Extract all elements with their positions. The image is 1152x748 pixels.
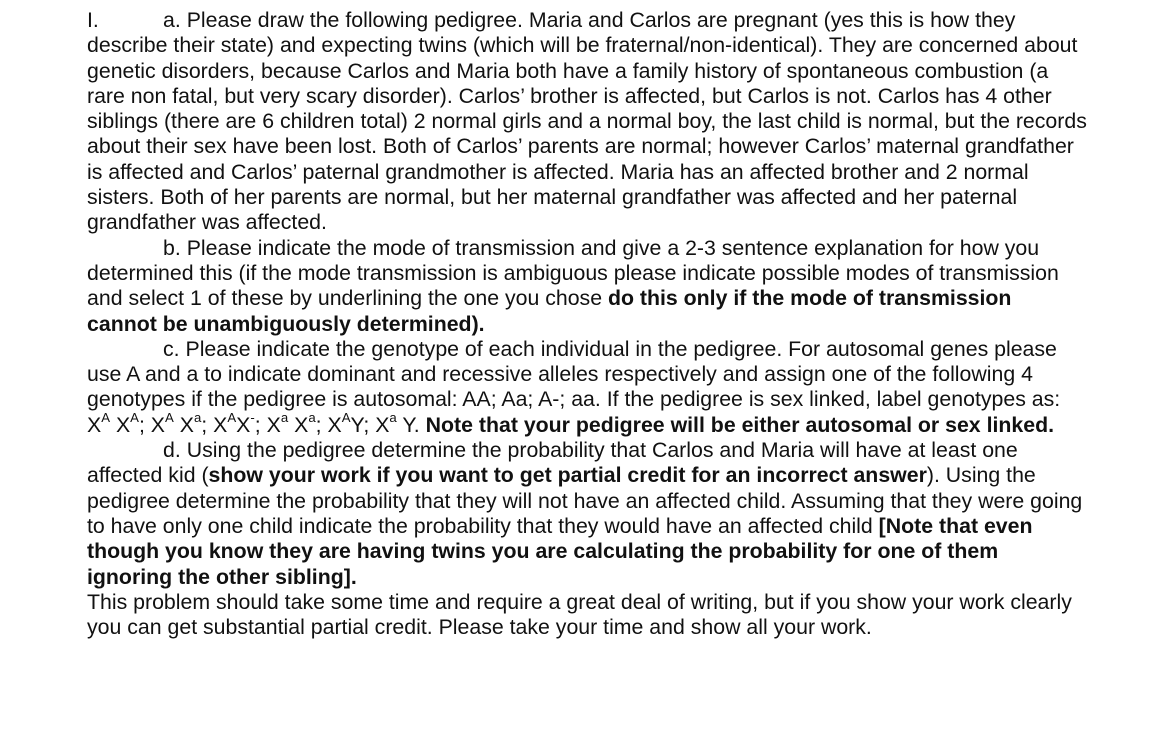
part-d-text-2: ). Using the pedigree determine the probability that they will not have an affected child. Assuming that they were going to have only one child indicate the probability that they would have an affected child <box>87 463 1083 538</box>
part-a-paragraph <box>87 8 1087 236</box>
genotype-xrec-y: $X^a$ Y <box>375 410 414 437</box>
part-c-text: Please indicate the genotype of each individual in the pedigree. For autosomal genes please use A and a to indicate dominant and recessive alleles respectively and assign one of the following 4 genotypes if the pedigree is autosomal: AA; Aa; A-; aa. If the pedigree is sex linked, label genotypes as: <box>87 336 1061 412</box>
part-d-text-1: Using the pedigree determine the probability that Carlos and Maria will have at least one affected kid ( <box>87 438 1018 488</box>
part-a-text: Please draw the following pedigree. Maria and Carlos are pregnant (yes this is how they describe their state) and expecting twins (which will be fraternal/non-identical). They are concerned about genetic disorders, because Carlos and Maria both have a family history of spontaneous combustion (a rare non fatal, but very scary disorder). Carlos’ brother is affected, but Carlos is not. Carlos has 4 other siblings (there are 6 children total) 2 normal girls and a normal boy, the last child is normal, but the records about their sex have been lost. Both of Carlos’ parents are normal; however Carlos’ maternal grandfather is affected and Carlos’ paternal grandmother is affected. Maria has an affected brother and 2 normal sisters. Both of her parents are normal, but her maternal grandfather was affected and her paternal grandfather was affected. <box>87 8 1087 235</box>
genotype-xrec-xrec: $X^a$ $X^a$ <box>266 410 316 437</box>
part-b-label: b. <box>163 235 181 260</box>
part-d-label: d. <box>163 438 181 463</box>
part-d-paragraph <box>87 438 1087 590</box>
part-c-paragraph <box>87 337 1087 438</box>
genotype-xa-y: $X^AY$ <box>327 410 364 437</box>
part-b-bold-text: do this only if the mode of transmission cannot be unambiguously determined). <box>87 286 1012 336</box>
genotype-list: $X^A$ $X^A$; $X^A$ $X^a$; $X^AX^-$; $X^a$ $X^a$; $X^AY$; $X^a$ Y. <box>87 410 420 437</box>
closing-paragraph: This problem should take some time and require a great deal of writing, but if you show your work clearly you can get substantial partial credit. Please take your time and show all your work. <box>87 589 1072 640</box>
part-b-paragraph <box>87 236 1087 337</box>
part-c-label: c. <box>163 336 180 361</box>
section-numeral: I. <box>87 8 99 32</box>
part-c-bold-text: Note that your pedigree will be either autosomal or sex linked. <box>425 412 1055 437</box>
genotype-xa-xa: $X^A$ $X^A$ <box>87 410 139 437</box>
genotype-xa-xdash: $X^AX^-$ <box>213 410 255 437</box>
genotype-xa-xa-het: $X^A$ $X^a$ <box>150 410 202 437</box>
part-a-label: a. <box>163 8 181 32</box>
part-b-text: Please indicate the mode of transmission and give a 2-3 sentence explanation for how you determined this (if the mode transmission is ambiguous please indicate possible modes of transmission and select 1 of these by underlining the one you chose <box>87 235 1059 311</box>
part-d-bold-1: show your work if you want to get partial credit for an incorrect answer <box>208 463 927 488</box>
assignment-document <box>87 8 1087 640</box>
part-d-bold-2: [Note that even though you know they are having twins you are calculating the probability for one of them ignoring the other sibling]. <box>87 513 1033 589</box>
